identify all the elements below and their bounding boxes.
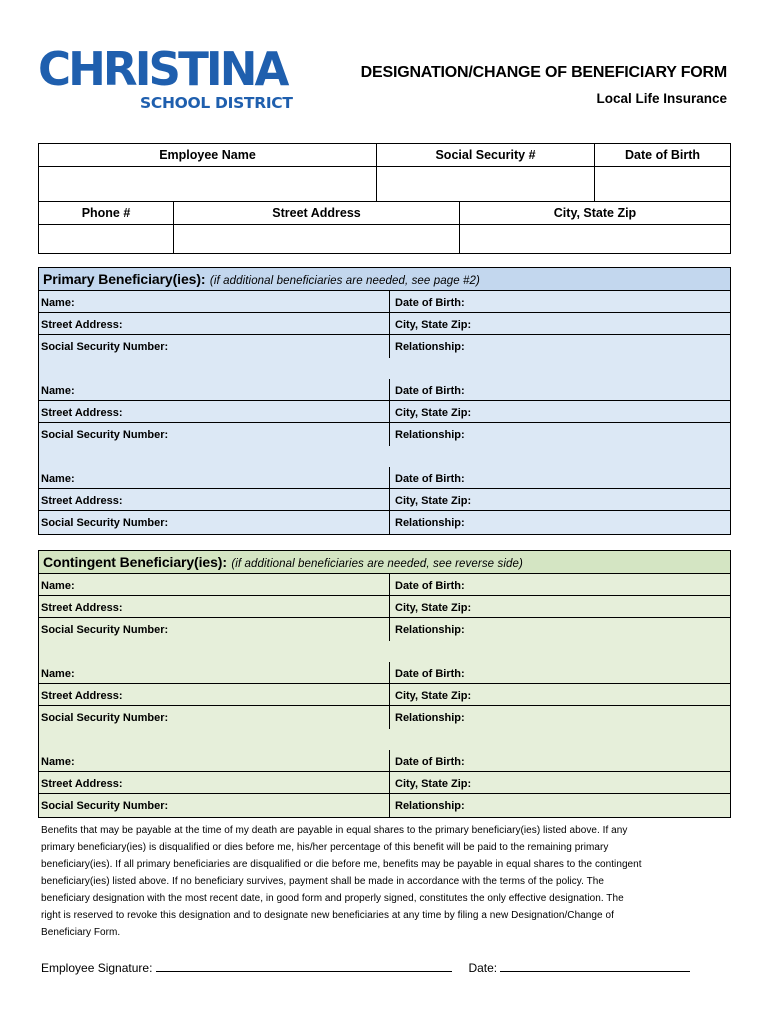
primary-section-note: (if additional beneficiaries are needed, see page #2) xyxy=(209,275,480,287)
beneficiary-name-row[interactable]: Name: Date of Birth: xyxy=(39,379,730,401)
contingent-beneficiary-3 xyxy=(39,750,730,816)
contingent-beneficiary-1 xyxy=(39,574,730,640)
contingent-beneficiary-2 xyxy=(39,662,730,728)
logo-subtitle: SCHOOL DISTRICT xyxy=(140,94,293,112)
beneficiary-ssn-row[interactable]: Social Security Number: Relationship: xyxy=(39,335,730,357)
legal-statement: Benefits that may be payable at the time of my death are payable in equal shares to the primary beneficiary(ies) listed above. If any primary beneficiary(ies) is disqualified or dies before me, his/her percentage of this benefit will be paid to the remaining primary beneficiary(ies). If all primary beneficiaries are disqualified or die before me, benefits may be payable in equal shares to the contingent beneficiary(ies) listed above. If no beneficiary survives, payment shall be made in accordance with the terms of the policy. The beneficiary designation with the most recent date, in good form and properly signed, constitutes the only effective designation. The right is reserved to revoke this designation and to designate new beneficiaries at any time by filing a new Designation/Change of Beneficiary Form. xyxy=(41,825,642,938)
primary-beneficiary-3 xyxy=(39,467,730,533)
dob-field[interactable] xyxy=(594,166,731,202)
primary-beneficiaries-section xyxy=(38,267,731,535)
primary-section-title: Primary Beneficiary(ies): xyxy=(43,271,206,287)
beneficiary-address-row[interactable]: Street Address: City, State Zip: xyxy=(39,684,730,706)
beneficiary-ssn-row[interactable]: Social Security Number: Relationship: xyxy=(39,423,730,445)
date-field[interactable] xyxy=(500,960,690,972)
employee-name-field[interactable] xyxy=(38,166,377,202)
beneficiary-name-row[interactable]: Name: Date of Birth: xyxy=(39,467,730,489)
ssn-field[interactable] xyxy=(376,166,595,202)
street-address-field[interactable] xyxy=(173,224,460,254)
street-address-header: Street Address xyxy=(173,201,460,225)
logo-wordmark: CHRISTINA xyxy=(38,42,287,96)
phone-header: Phone # xyxy=(38,201,174,225)
contingent-section-header xyxy=(39,551,730,574)
beneficiary-ssn-row[interactable]: Social Security Number: Relationship: xyxy=(39,706,730,728)
phone-field[interactable] xyxy=(38,224,174,254)
employee-signature-field[interactable] xyxy=(156,960,452,972)
primary-section-header xyxy=(39,268,730,291)
beneficiary-ssn-row[interactable]: Social Security Number: Relationship: xyxy=(39,511,730,533)
dob-header: Date of Birth xyxy=(594,143,731,167)
signature-row xyxy=(41,960,690,975)
primary-beneficiary-1 xyxy=(39,291,730,357)
beneficiary-address-row[interactable]: Street Address: City, State Zip: xyxy=(39,489,730,511)
beneficiary-name-row[interactable]: Name: Date of Birth: xyxy=(39,750,730,772)
christina-logo xyxy=(38,42,300,116)
ssn-header: Social Security # xyxy=(376,143,595,167)
primary-beneficiary-2 xyxy=(39,379,730,445)
beneficiary-name-row[interactable]: Name: Date of Birth: xyxy=(39,574,730,596)
form-title: DESIGNATION/CHANGE OF BENEFICIARY FORM xyxy=(360,64,727,81)
city-state-zip-field[interactable] xyxy=(459,224,731,254)
beneficiary-name-row[interactable]: Name: Date of Birth: xyxy=(39,662,730,684)
employee-name-header: Employee Name xyxy=(38,143,377,167)
contingent-section-title: Contingent Beneficiary(ies): xyxy=(43,554,227,570)
beneficiary-address-row[interactable]: Street Address: City, State Zip: xyxy=(39,401,730,423)
beneficiary-name-row[interactable]: Name: Date of Birth: xyxy=(39,291,730,313)
beneficiary-address-row[interactable]: Street Address: City, State Zip: xyxy=(39,772,730,794)
city-state-zip-header: City, State Zip xyxy=(459,201,731,225)
form-subtitle: Local Life Insurance xyxy=(596,91,727,106)
contingent-beneficiaries-section xyxy=(38,550,731,818)
beneficiary-address-row[interactable]: Street Address: City, State Zip: xyxy=(39,313,730,335)
employee-signature-label: Employee Signature: xyxy=(41,961,153,975)
beneficiary-ssn-row[interactable]: Social Security Number: Relationship: xyxy=(39,794,730,816)
beneficiary-address-row[interactable]: Street Address: City, State Zip: xyxy=(39,596,730,618)
contingent-section-note: (if additional beneficiaries are needed, see reverse side) xyxy=(231,558,523,570)
beneficiary-ssn-row[interactable]: Social Security Number: Relationship: xyxy=(39,618,730,640)
date-label: Date: xyxy=(468,961,498,975)
